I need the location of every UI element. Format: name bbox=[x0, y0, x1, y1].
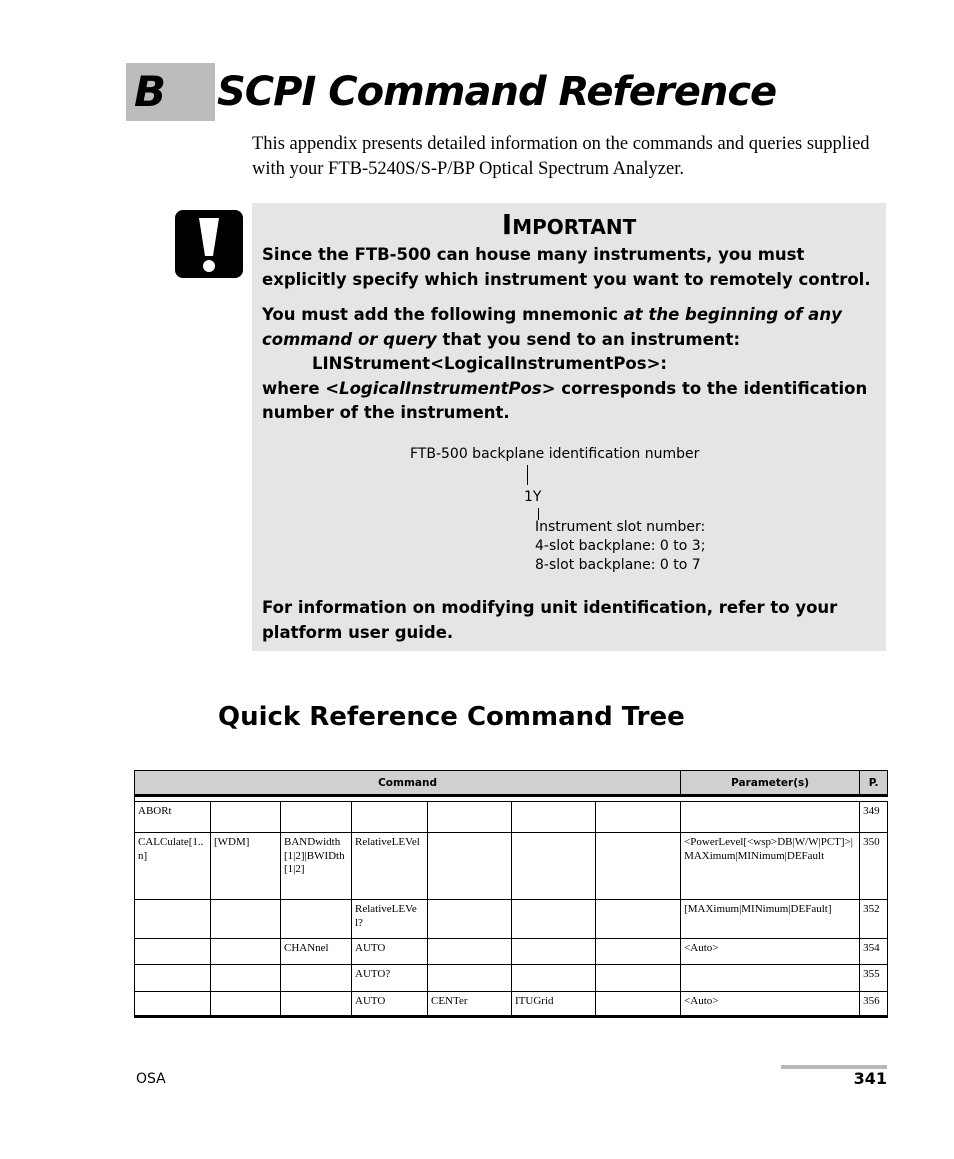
exclamation-icon bbox=[175, 210, 243, 278]
table-cell bbox=[596, 939, 681, 965]
table-cell bbox=[681, 965, 860, 992]
important-notice bbox=[252, 203, 886, 651]
table-cell bbox=[428, 939, 512, 965]
table-cell bbox=[135, 939, 211, 965]
instrument-code: 1Y bbox=[524, 489, 542, 505]
table-cell: 355 bbox=[860, 965, 888, 992]
slot-range-4: 4-slot backplane: 0 to 3; bbox=[535, 538, 706, 554]
table-cell bbox=[512, 965, 596, 992]
table-cell bbox=[428, 802, 512, 833]
table-cell: 354 bbox=[860, 939, 888, 965]
table-cell bbox=[281, 992, 352, 1017]
table-cell: 349 bbox=[860, 802, 888, 833]
table-row bbox=[135, 965, 888, 992]
table-cell bbox=[596, 833, 681, 900]
table-row bbox=[135, 900, 888, 939]
table-cell bbox=[135, 900, 211, 939]
table-cell bbox=[596, 965, 681, 992]
table-cell: ABORt bbox=[135, 802, 211, 833]
backplane-pointer-line bbox=[527, 465, 528, 485]
table-cell bbox=[211, 965, 281, 992]
where-pre: where < bbox=[262, 378, 340, 398]
command-header: Command bbox=[135, 771, 681, 796]
backplane-label: FTB-500 backplane identification number bbox=[410, 446, 700, 462]
table-cell bbox=[681, 802, 860, 833]
where-emphasis: LogicalInstrumentPos bbox=[339, 378, 542, 398]
table-cell bbox=[596, 900, 681, 939]
intro-paragraph: This appendix presents detailed information on the commands and queries supplied with your FTB-5240S/S-P/BP Optical Spectrum Analyzer. bbox=[252, 134, 870, 179]
footer-section-label: OSA bbox=[136, 1071, 166, 1087]
table-cell bbox=[512, 939, 596, 965]
table-cell: RelativeLEVel bbox=[352, 833, 428, 900]
mnemonic-syntax: LINStrument<LogicalInstrumentPos>: bbox=[312, 354, 668, 373]
important-paragraph-2 bbox=[262, 303, 880, 426]
command-tree-table bbox=[134, 770, 888, 1018]
table-cell bbox=[281, 965, 352, 992]
mnemonic-intro: You must add the following mnemonic bbox=[262, 305, 624, 324]
table-cell bbox=[428, 900, 512, 939]
table-cell: AUTO bbox=[352, 939, 428, 965]
table-cell bbox=[281, 900, 352, 939]
table-cell: ITUGrid bbox=[512, 992, 596, 1017]
table-row bbox=[135, 992, 888, 1017]
table-cell: CHANnel bbox=[281, 939, 352, 965]
page-number: 341 bbox=[853, 1069, 887, 1088]
table-row bbox=[135, 833, 888, 900]
table-cell bbox=[211, 992, 281, 1017]
mnemonic-emphasis: at the beginning of any command or query bbox=[262, 305, 842, 349]
table-cell: <PowerLevel[<wsp>DB|W/W|PCT]>|MAXimum|MINimum|DEFault bbox=[681, 833, 860, 900]
table-cell: AUTO bbox=[352, 992, 428, 1017]
section-title: Quick Reference Command Tree bbox=[218, 702, 685, 732]
table-cell bbox=[428, 833, 512, 900]
slot-label: Instrument slot number: bbox=[535, 519, 706, 535]
table-cell bbox=[512, 833, 596, 900]
table-cell bbox=[211, 939, 281, 965]
table-cell bbox=[596, 992, 681, 1017]
table-cell bbox=[512, 802, 596, 833]
table-cell bbox=[281, 802, 352, 833]
table-cell: RelativeLEVel? bbox=[352, 900, 428, 939]
table-cell: CALCulate[1..n] bbox=[135, 833, 211, 900]
table-cell: CENTer bbox=[428, 992, 512, 1017]
table-cell: 352 bbox=[860, 900, 888, 939]
parameters-header: Parameter(s) bbox=[681, 771, 860, 796]
where-post: > corresponds to the identification number of the instrument. bbox=[262, 378, 868, 422]
table-row bbox=[135, 802, 888, 833]
table-cell bbox=[211, 900, 281, 939]
slot-range-8: 8-slot backplane: 0 to 7 bbox=[535, 557, 701, 573]
table-header-row bbox=[135, 771, 888, 796]
table-cell bbox=[352, 802, 428, 833]
page-header: P. bbox=[860, 771, 888, 796]
table-cell bbox=[211, 802, 281, 833]
table-cell: [MAXimum|MINimum|DEFault] bbox=[681, 900, 860, 939]
chapter-letter: B bbox=[134, 67, 167, 116]
important-title: Important bbox=[501, 208, 637, 241]
table-cell: <Auto> bbox=[681, 939, 860, 965]
table-cell bbox=[596, 802, 681, 833]
page-title: SCPI Command Reference bbox=[217, 69, 777, 115]
important-paragraph-1: Since the FTB-500 can house many instruments, you must explicitly specify which instrument you want to remotely control. bbox=[262, 245, 871, 289]
table-cell: [WDM] bbox=[211, 833, 281, 900]
mnemonic-intro-end: that you send to an instrument: bbox=[436, 329, 741, 349]
table-cell bbox=[135, 965, 211, 992]
table-cell: 350 bbox=[860, 833, 888, 900]
table-cell bbox=[512, 900, 596, 939]
important-paragraph-3: For information on modifying unit identification, refer to your platform user guide. bbox=[262, 598, 838, 642]
table-cell: AUTO? bbox=[352, 965, 428, 992]
table-cell: 356 bbox=[860, 992, 888, 1017]
table-cell: BANDwidth[1|2]|BWIDth[1|2] bbox=[281, 833, 352, 900]
table-cell bbox=[428, 965, 512, 992]
table-cell bbox=[135, 992, 211, 1017]
table-cell: <Auto> bbox=[681, 992, 860, 1017]
table-row bbox=[135, 939, 888, 965]
